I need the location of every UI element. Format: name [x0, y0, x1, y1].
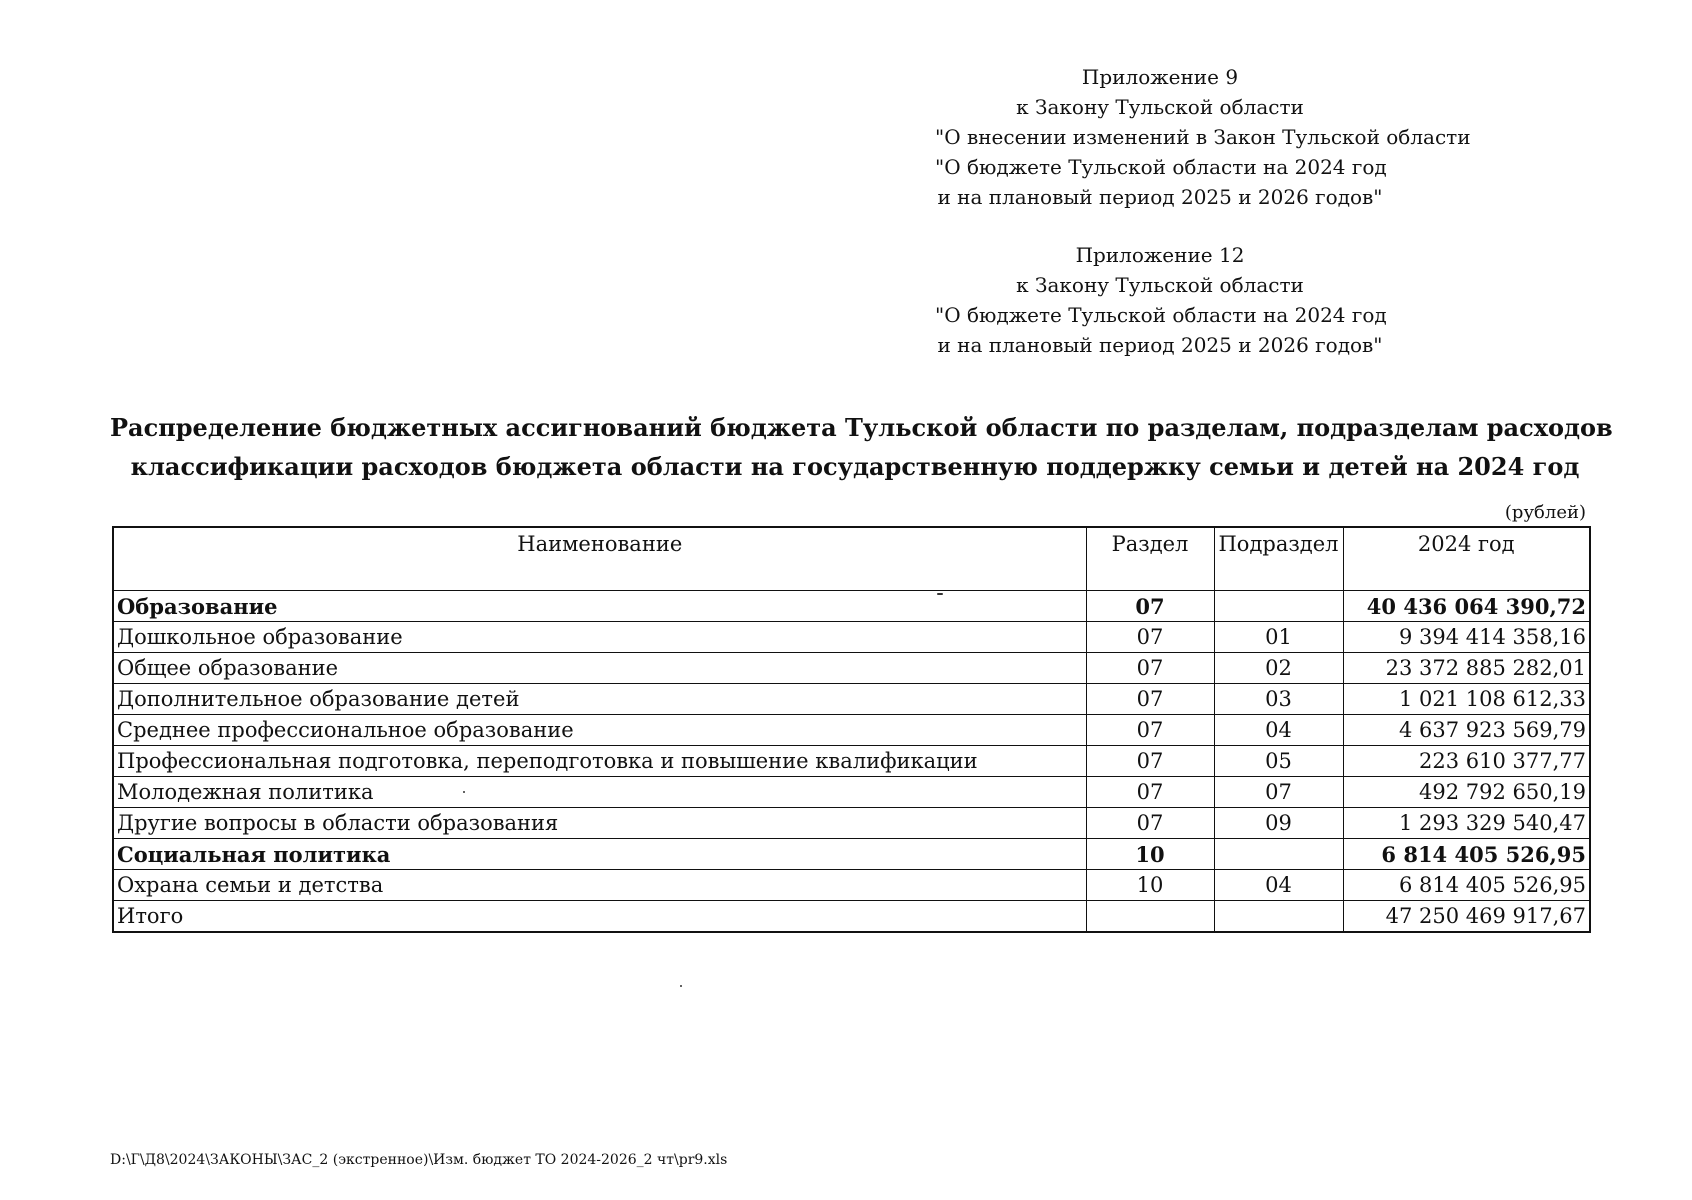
document-title: [110, 408, 1613, 486]
appendix-9-line: и на плановый период 2025 и 2026 годов": [937, 185, 1383, 209]
scan-mark: [937, 593, 943, 595]
scan-dot: [680, 985, 682, 987]
row-amount: 1 021 108 612,33: [1343, 684, 1590, 715]
table-row: [113, 653, 1590, 684]
header-year: 2024 год: [1343, 527, 1590, 591]
row-name: Дополнительное образование детей: [113, 684, 1086, 715]
row-name: Среднее профессиональное образование: [113, 715, 1086, 746]
table-row-section: [113, 591, 1590, 622]
row-section: 07: [1086, 653, 1214, 684]
row-section: 07: [1086, 777, 1214, 808]
row-subsection: 07: [1214, 777, 1343, 808]
appendix-9-line: Приложение 9: [1081, 65, 1239, 89]
row-name: Охрана семьи и детства: [113, 870, 1086, 901]
header-subsection: Подраздел: [1214, 527, 1343, 591]
row-name: Образование: [113, 591, 1086, 622]
row-amount: 6 814 405 526,95: [1343, 870, 1590, 901]
row-section: 07: [1086, 808, 1214, 839]
document-title-line-2: классификации расходов бюджета области на государственную поддержку семьи и детей на 2024 год: [130, 452, 1580, 481]
row-subsection: [1214, 839, 1343, 870]
table-row-section: [113, 839, 1590, 870]
row-name: Дошкольное образование: [113, 622, 1086, 653]
row-name: Общее образование: [113, 653, 1086, 684]
table-row: [113, 746, 1590, 777]
appendix-9-line: "О внесении изменений в Закон Тульской области: [935, 125, 1471, 149]
scan-dot: [463, 791, 465, 793]
row-amount: 40 436 064 390,72: [1343, 591, 1590, 622]
row-subsection: 02: [1214, 653, 1343, 684]
row-amount: 47 250 469 917,67: [1343, 901, 1590, 933]
row-section: 07: [1086, 591, 1214, 622]
appendix-12-line: Приложение 12: [1075, 243, 1245, 267]
row-amount: 6 814 405 526,95: [1343, 839, 1590, 870]
header-section: Раздел: [1086, 527, 1214, 591]
budget-table: [112, 526, 1591, 933]
row-amount: 9 394 414 358,16: [1343, 622, 1590, 653]
file-path-footer: D:\Г\Д8\2024\ЗАКОНЫ\ЗАС_2 (экстренное)\Изм. бюджет ТО 2024-2026_2 чт\pr9.xls: [110, 1152, 728, 1168]
row-subsection: [1214, 591, 1343, 622]
table-header-row: [113, 527, 1590, 591]
row-subsection: 09: [1214, 808, 1343, 839]
row-amount: 1 293 329 540,47: [1343, 808, 1590, 839]
row-subsection: [1214, 901, 1343, 933]
row-name: Социальная политика: [113, 839, 1086, 870]
appendix-9-header: [935, 62, 1471, 212]
row-amount: 223 610 377,77: [1343, 746, 1590, 777]
row-section: 07: [1086, 746, 1214, 777]
row-subsection: 04: [1214, 715, 1343, 746]
row-subsection: 01: [1214, 622, 1343, 653]
row-subsection: 03: [1214, 684, 1343, 715]
row-amount: 492 792 650,19: [1343, 777, 1590, 808]
table-row: [113, 622, 1590, 653]
appendix-12-line: "О бюджете Тульской области на 2024 год: [935, 303, 1387, 327]
row-subsection: 05: [1214, 746, 1343, 777]
row-section: 07: [1086, 715, 1214, 746]
table-row: [113, 808, 1590, 839]
appendix-12-line: к Закону Тульской области: [1016, 273, 1304, 297]
table-row: [113, 777, 1590, 808]
row-name: Другие вопросы в области образования: [113, 808, 1086, 839]
document-title-line-1: Распределение бюджетных ассигнований бюджета Тульской области по разделам, подразделам расходов: [110, 413, 1613, 442]
row-name: Молодежная политика: [113, 777, 1086, 808]
table-row: [113, 684, 1590, 715]
row-amount: 4 637 923 569,79: [1343, 715, 1590, 746]
row-amount: 23 372 885 282,01: [1343, 653, 1590, 684]
row-section: [1086, 901, 1214, 933]
row-name: Профессиональная подготовка, переподготовка и повышение квалификации: [113, 746, 1086, 777]
header-name: Наименование: [113, 527, 1086, 591]
row-section: 07: [1086, 684, 1214, 715]
row-section: 10: [1086, 839, 1214, 870]
table-row: [113, 870, 1590, 901]
appendix-9-line: "О бюджете Тульской области на 2024 год: [935, 155, 1387, 179]
row-section: 07: [1086, 622, 1214, 653]
appendix-9-line: к Закону Тульской области: [1016, 95, 1304, 119]
appendix-12-line: и на плановый период 2025 и 2026 годов": [937, 333, 1383, 357]
row-name: Итого: [113, 901, 1086, 933]
table-row: [113, 715, 1590, 746]
appendix-12-header: [935, 240, 1385, 360]
row-subsection: 04: [1214, 870, 1343, 901]
row-section: 10: [1086, 870, 1214, 901]
table-row-total: [113, 901, 1590, 933]
units-label: (рублей): [1504, 502, 1586, 523]
